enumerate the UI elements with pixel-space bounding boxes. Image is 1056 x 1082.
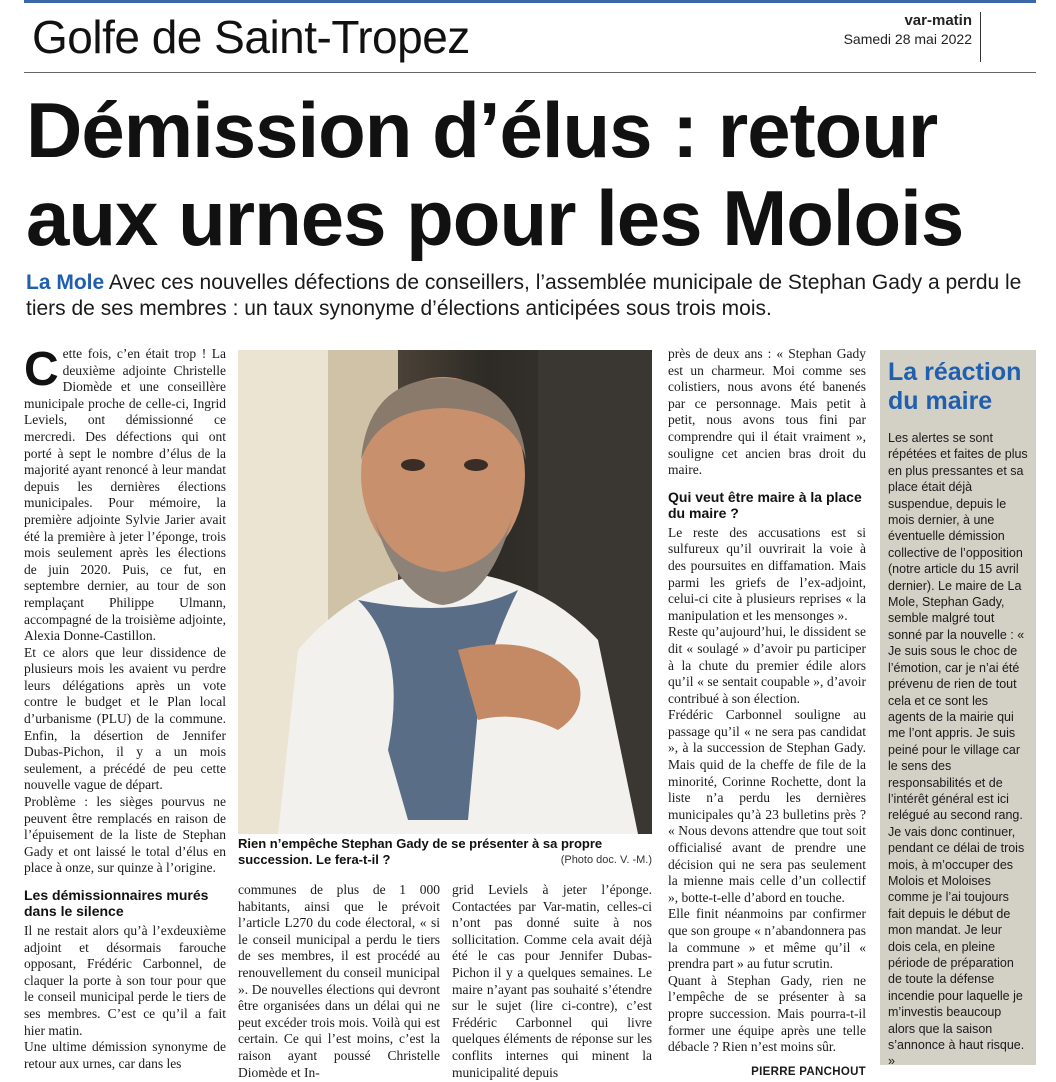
article-photo <box>238 350 652 834</box>
paragraph-text: ette fois, c’en était trop ! La deuxième adjointe Christelle Diomède et une conseillère municipale proche de celle-ci, Ingrid Levielѕ, ont démissionné ce mercredi. Des défections qui ont porté à sept le nombre d’élus de la majorité ayant renoncé à leur mandat depuis les dernières élections municipales. Pour mémoire, la première adjointe Sylvie Jarier avait été la première à jeter l’éponge, trois mois seulement après les élections de juin 2020. Puis, ce fut, en septembre dernier, au tour de son remplaçant Philippe Ulmann, accompagné de la troisième adjointe, Alexia Donne-Castillon. <box>24 346 226 644</box>
subheading: Qui veut être maire à la place du maire ? <box>668 488 862 521</box>
paragraph: Problème : les sièges pourvus ne peuvent être remplacés en raison de l’épuisement de la liste de Stephan Gady et ont laissé le total d’élus en place à onze, sur quinze à l’origine. <box>24 794 226 876</box>
drop-cap: C <box>24 343 59 396</box>
caption-text: Rien n’empêche Stephan Gady de se présenter à sa propre succession. Le fera-t-il ? <box>238 836 603 867</box>
subheading: Les démissionnaires murés dans le silence <box>24 887 209 919</box>
article-byline: PIERRE PANCHOUT <box>751 1065 866 1078</box>
photo-credit: (Photo doc. V. -M.) <box>560 854 652 866</box>
paragraph: grid Leviels à jeter l’éponge. Contactées par Var-matin, celles-ci n’ont pas donné suite à nos sollicitation. Comme cela avait déjà été le cas pour Jennifer Dubas-Pichon il y a quelques semaines. Le maire n’ayant pas souhaité s’étendre sur le sujet (lire ci-contre), c’est Frédéric Carbonnel qui livre quelques éléments de réponse sur les conflits internes qui minent la municipalité depuis <box>452 882 652 1080</box>
article-lead <box>26 270 1036 322</box>
sidebar-body: Les alertes se sont répétées et faites de plus en plus pressantes et sa place était déjà suspendue, depuis le mois dernier, à une éventuelle démission collective de l’opposition (notre article du 15 avril dernier). Le maire de La Mole, Stephan Gady, semble malgré tout sonné par la nouvelle : « Je suis sous le choc de l’émotion, car je n’ai été prévenu de rien de tout cela et ce sont les agents de la mairie qui me l’ont appris. Je suis peiné pour le village car le sens des responsabilités et de l’intérêt général est ici relégué au second rang. Je vais donc continuer, pendant ce délai de trois mois, à m’occuper des Molois et Moloises comme je l’ai toujours fait depuis le début de mon mandat. Je leur dois cela, en pleine période de préparation de toute la défense incendie pour laquelle je m’investis beaucoup alors que la saison s’annonce à haut risque. » <box>888 431 1028 1069</box>
paragraph: Le reste des accusations est si sulfureux qu’il ouvrirait la voie à des poursuites en diffamation. Mais parmi les griefs de l’ex-adjoint, celui-ci cite à plusieurs reprises « la manipulation et les mensonges ». <box>668 524 866 623</box>
publication-date: Samedi 28 mai 2022 <box>843 31 972 47</box>
paragraph: Il ne restait alors qu’à l’exdeuxième adjoint et désormais farouche opposant, Frédéric Carbonnel, de claquer la porte à son tour pour que le conseil municipal perde le tiers de ses membres. C’est ce qu’il a fait hier matin. <box>24 923 226 1038</box>
lead-text: Avec ces nouvelles défections de conseillers, l’assemblée municipale de Stephan Gady a perdu le tiers de ses membres : un taux synonyme d’élections anticipées sous trois mois. <box>26 271 1022 320</box>
lead-kicker: La Mole <box>26 271 105 294</box>
section-title: Golfe de Saint-Tropez <box>32 11 470 63</box>
paragraph <box>24 343 226 645</box>
sidebar-title: La réaction du maire <box>888 358 1022 415</box>
masthead-divider <box>980 12 981 62</box>
paragraph: Et ce alors que leur dissidence de plusieurs mois les avaient vu perdre leurs délégations après un vote contre le budget et le Plan local d’urbanisme (PLU) de la commune. Enfin, la désertion de Jennifer Dubas-Pichon, il y a un mois seulement, a précédé de peu cette nouvelle vague de départ. <box>24 644 226 793</box>
article-column-4 <box>668 346 866 1080</box>
paragraph: près de deux ans : « Stephan Gady est un charmeur. Moi comme ses colistiers, nous avons été banenés par ce personnage. Mais petit à petit, nous avons tous fini par comprendre qui il était vraiment », souligne cet ancien bras droit du maire. <box>668 346 866 478</box>
paragraph: Reste qu’aujourd’hui, le dissident se dit « soulagé » d’avoir pu participer à la chute du premier édile alors qu’il « se sentait coupable », d’avoir contribué à son élection. <box>668 624 866 706</box>
article-headline: Démission d’élus : retour aux urnes pour les Molois <box>26 86 964 262</box>
article-column-1 <box>24 343 226 1072</box>
brand-name: var-matin <box>904 12 972 29</box>
masthead <box>844 12 972 47</box>
article-column-2 <box>238 882 440 1081</box>
sidebar-box <box>880 350 1036 1069</box>
top-accent-rule <box>24 0 1036 3</box>
paragraph: Frédéric Carbonnel souligne au passage qu’il « ne sera pas candidat », à la succession de Stephan Gady. Mais quid de la cheffe de file de la minorité, Corinne Rochette, dont la liste n’a perdu les dernières municipales qu’à 23 bulletins près ? « Nous devons attendre que tout soit officialisé avant de prendre une décision qui ne sera pas seulement la mienne mais celle d’un collectif », botte-t-elle d’abord en touche. <box>668 707 866 905</box>
paragraph: Elle finit néanmoins par confirmer que son groupe « n’abandonnera pas la commune » et même qu’il « prendra part » au futur scrutin. <box>668 906 866 972</box>
portrait-illustration <box>238 350 652 834</box>
paragraph: Une ultime démission synonyme de retour aux urnes, car dans les <box>24 1039 226 1071</box>
paragraph: communes de plus de 1 000 habitants, ainsi que le prévoit l’article L270 du code électoral, « si le conseil municipal a perdu le tiers de ses membres, il est procédé au renouvellement du conseil municipal ». De nouvelles élections qui devront être organisées dans un délai qui ne peut excéder trois mois. Voilà qui est certain. Ce qui l’est moins, c’est la raison ayant poussé Christelle Diomède et In- <box>238 882 440 1080</box>
paragraph: Quant à Stephan Gady, rien ne l’empêche de se présenter à sa propre succession. Mais pourra-t-il former une équipe après une telle débacle ? Rien n’est moins sûr. <box>668 972 866 1055</box>
article-column-3 <box>452 882 652 1081</box>
photo-caption <box>238 836 652 868</box>
header-rule <box>24 72 1036 73</box>
